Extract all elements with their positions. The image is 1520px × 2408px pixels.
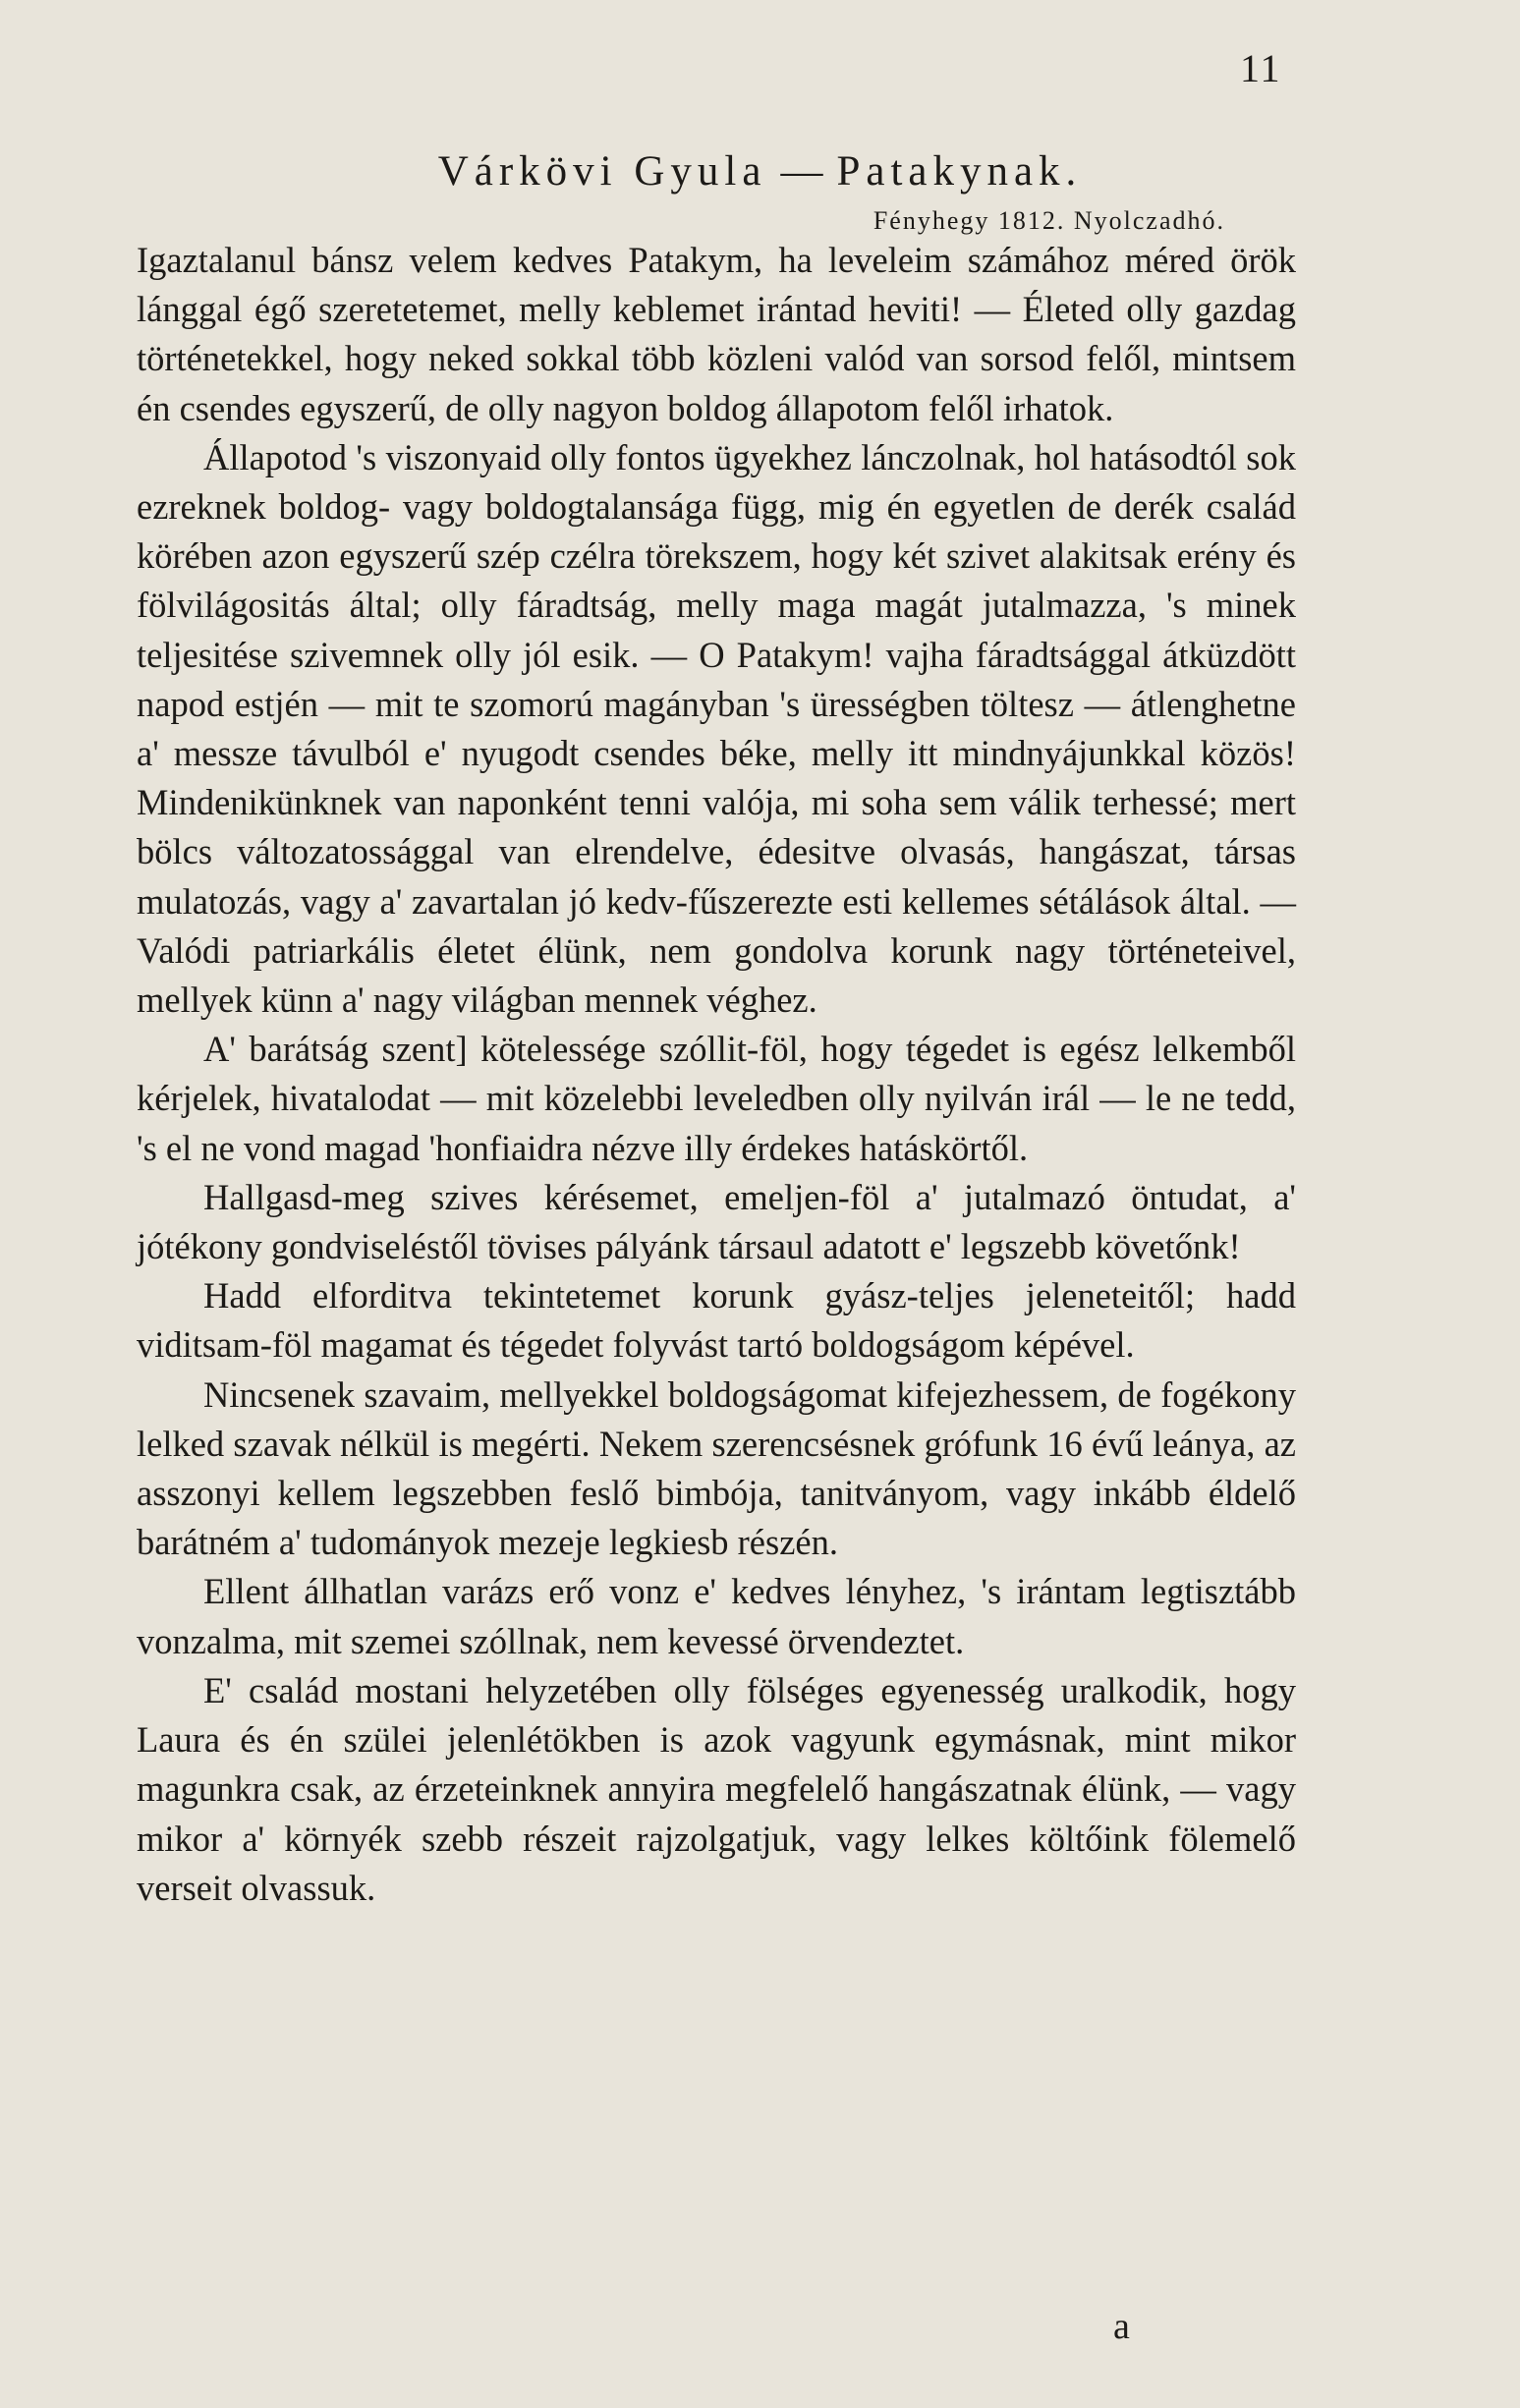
title-recipient: Patakynak. [836,148,1083,195]
paragraph-2: Állapotod 's viszonyaid olly fontos ügyekhez lánczolnak, hol hatásodtól sok ezreknek boldog- vagy boldogtalansága függ, mig én egyetlen de derék család körében azon egyszerű szép czélra törekszem, hogy két szivet alakitsak erény és fölvilágositás által; olly fáradtság, melly maga magát jutalmazza, 's minek teljesitése szivemnek olly jól esik. — O Patakym! vajha fáradtsággal átküzdött napod estjén — mit te szomorú magányban 's ürességben töltesz — átlenghetne a' messze távulból e' nyugodt csendes béke, melly itt mindnyájunkkal közös! Mindenikünknek van naponként tenni valója, mi soha sem válik terhessé; mert bölcs változatossággal van elrendelve, édesitve olvasás, hangászat, társas mulatozás, vagy a' zavartalan jó kedv-fűszerezte esti kellemes sétálások által. — Valódi patriarkális életet élünk, nem gondolva korunk nagy történeteivel, mellyek künn a' nagy világban mennek véghez. [137,436,1296,1021]
paragraph-1: Igaztalanul bánsz velem kedves Patakym, ha leveleim számához méred örök lánggal égő szeretetemet, melly keblemet irántad heviti! — Életed olly gazdag történetekkel, hogy neked sokkal több közleni valód van sorsod felől, mintsem én csendes egyszerű, de olly nagyon boldog állapotom felől irhatok. [137,240,1296,428]
paragraph-5: Hadd elforditva tekintetemet korunk gyász-teljes jeleneteitől; hadd viditsam-föl magamat és tégedet folyvást tartó boldogságom képével. [137,1275,1296,1366]
paragraph-4: Hallgasd-meg szives kérésemet, emeljen-föl a' jutalmazó öntudat, a' jótékony gondviseléstől tövises pályánk társaul adatott e' legszebb követőnk! [137,1176,1296,1267]
page-number: 11 [1240,46,1282,90]
paragraph-7: Ellent állhatlan varázs erő vonz e' kedves lényhez, 's irántam legtisztább vonzalma, mit szemei szóllnak, nem kevessé örvendeztet. [137,1571,1296,1661]
signature-mark: a [1113,2306,1130,2347]
paragraph-3: A' barátság szent] kötelessége szóllit-föl, hogy tégedet is egész lelkemből kérjelek, hivatalodat — mit közelebbi leveledben olly nyilván irál — le ne tedd, 's el ne vond magad 'honfiaidra nézve illy érdekes hatáskörtől. [137,1029,1296,1168]
paragraph-6: Nincsenek szavaim, mellyekkel boldogságomat kifejezhessem, de fogékony lelked szavak nélkül is megérti. Nekem szerencsésnek grófunk 16 évű leánya, az asszonyi kellem legszebben feslő bimbója, tanitványom, vagy inkább éldelő barátném a' tudományok mezeje legkiesb részén. [137,1373,1296,1563]
title-dash: — [780,148,823,195]
dateline: Fényhegy 1812. Nyolczadhó. [873,206,1225,235]
paragraph-8: E' család mostani helyzetében olly fölséges egyenesség uralkodik, hogy Laura és én szülei jelenlétökben is azok vagyunk egymásnak, mint mikor magunkra csak, az érzeteinknek annyira megfelelő hangászatnak élünk, — vagy mikor a' környék szebb részeit rajzolgatjuk, vagy lelkes költőink fölemelő verseit olvassuk. [137,1669,1296,1908]
letter-title [0,147,1520,196]
title-author: Várkövi Gyula [437,148,767,195]
letter-body [137,236,1296,1913]
